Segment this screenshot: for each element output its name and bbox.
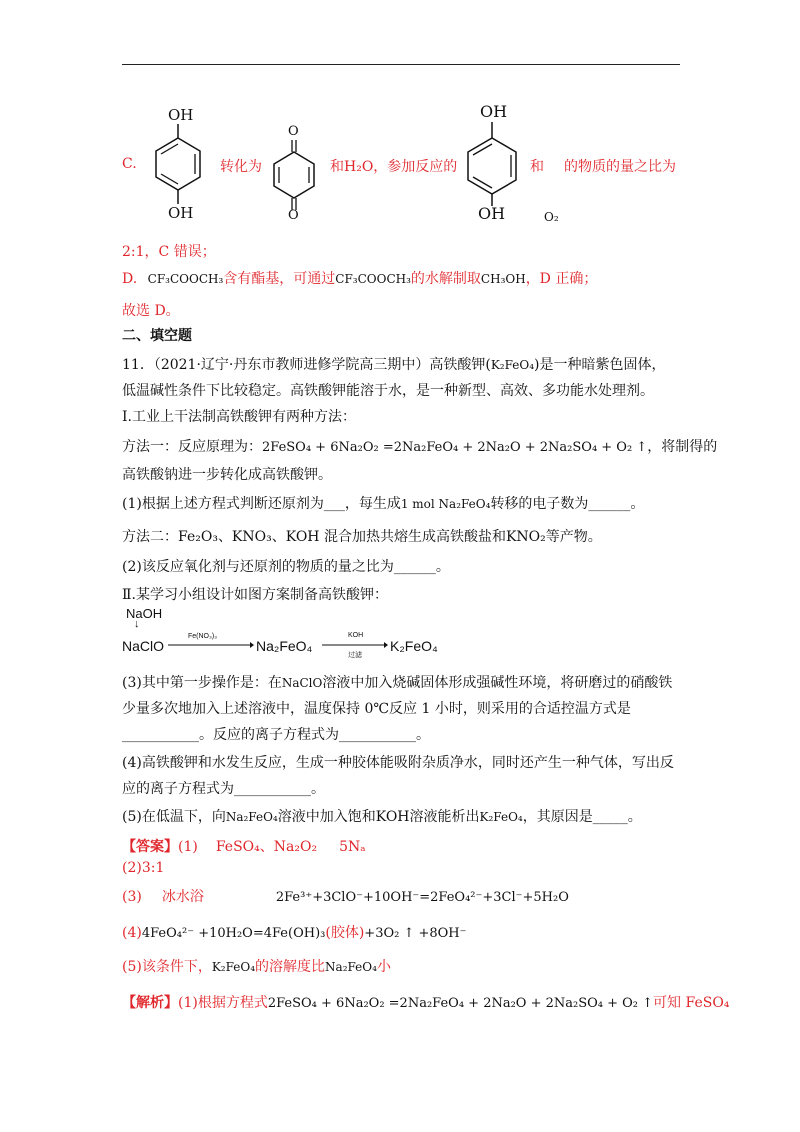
- answer-5-formula-2: Na₂FeO₄: [325, 960, 377, 974]
- mol3-top-oh: OH: [480, 102, 508, 121]
- formula-ch3oh: CH₃OH: [480, 272, 526, 286]
- choice-text: 故选 D。: [122, 303, 180, 319]
- option-d-text-1: 含有酯基，可通过: [223, 271, 336, 287]
- q3-line1: [122, 672, 672, 692]
- scheme-down-arrow: ↓: [134, 618, 140, 630]
- scheme-arrow-2: [322, 640, 388, 650]
- q1-line: [122, 493, 644, 513]
- analysis-equation: 2FeSO₄ + 6Na₂O₂ =2Na₂FeO₄ + 2Na₂O + 2Na₂SO₄ + O₂ ↑: [267, 996, 654, 1011]
- part2-heading: Ⅱ.某学习小组设计如图方案制备高铁酸钾：: [122, 587, 388, 603]
- formula-cf3cooch3-2: CF₃COOCH₃: [335, 272, 411, 286]
- answer-3-equation: 2Fe³⁺+3ClO⁻+10OH⁻=2FeO₄²⁻+3Cl⁻+5H₂O: [275, 890, 569, 905]
- answer-3-text: 冰水浴: [161, 889, 204, 905]
- convert-text: 转化为: [220, 159, 262, 175]
- hydroquinone-structure-1: [148, 104, 208, 224]
- q5-text-b: 溶液中加入饱和KOH溶液能析出: [277, 809, 480, 825]
- answer-3-label: (3): [122, 889, 142, 905]
- answer-5-text-a: (5)该条件下，: [122, 959, 212, 975]
- formula-cf3cooch3-1: CF₃COOCH₃: [147, 272, 224, 286]
- analysis-text-b: 可知 FeSO₄: [653, 995, 730, 1011]
- answer-1-n: 5Nₐ: [339, 839, 366, 855]
- q3-text-b: 溶液中加入烧碱固体形成强碱性环境，将研磨过的硝酸铁: [322, 675, 673, 691]
- ratio-text: 的物质的量之比为: [564, 159, 676, 175]
- q5-formula-2: K₂FeO₄: [479, 810, 523, 824]
- and-text: 和: [530, 159, 544, 175]
- method2-line: [122, 526, 602, 546]
- scheme-na2feo4: Na₂FeO₄: [256, 638, 313, 654]
- answer-5-text-b: 的溶解度比: [255, 959, 326, 975]
- q1-text-b: 转移的电子数为______。: [490, 496, 645, 512]
- header-rule: [122, 64, 680, 65]
- answer-tag: 【答案】: [122, 839, 178, 855]
- q5-formula-1: Na₂FeO₄: [225, 810, 278, 824]
- q1-formula: 1 mol Na₂FeO₄: [400, 497, 491, 511]
- scheme-reagent-2-bottom: 过滤: [348, 652, 362, 659]
- scheme-arrow-1: [168, 640, 254, 650]
- answer-1-label: (1): [178, 839, 198, 855]
- analysis-tag: 【解析】: [122, 995, 178, 1011]
- section-heading: 二、填空题: [122, 328, 192, 344]
- option-c-conclusion: 2:1，C 错误；: [122, 244, 216, 260]
- o2-formula: O₂: [544, 210, 559, 224]
- scheme-naclo: NaClO: [122, 638, 165, 654]
- mol1-bottom-oh: OH: [168, 204, 194, 222]
- formula-k2feo4: K₂FeO₄: [490, 358, 535, 372]
- and-water-text: 和H₂O，参加反应的: [330, 159, 458, 175]
- answer-4-eq-a: 4FeO₄²⁻ +10H₂O=4Fe(OH)₃: [141, 926, 326, 941]
- method2-label: 方法二：: [122, 529, 178, 545]
- formula-fe2o3: Fe₂O₃: [178, 529, 218, 545]
- q3-formula: NaClO: [281, 676, 323, 690]
- mol2-top-o: O: [288, 124, 299, 139]
- method1-line2: 高铁酸钠进一步转化成高铁酸钾。: [122, 467, 332, 483]
- hydroquinone-structure-2: [462, 102, 522, 226]
- q11-line1-a: 11．（2021·辽宁·丹东市教师进修学院高三期中）高铁酸钾(: [122, 357, 491, 373]
- method1-equation: 2FeSO₄ + 6Na₂O₂ =2Na₂FeO₄ + 2Na₂O + 2Na₂SO₄ + O₂ ↑: [262, 440, 648, 455]
- q11-part1-heading: Ⅰ.工业上干法制高铁酸钾有两种方法：: [122, 409, 356, 425]
- q3-line2: 少量多次地加入上述溶液中，温度保持 0℃反应 1 小时，则采用的合适控温方式是: [122, 701, 631, 717]
- method2-text: 、KNO₃、KOH 混合加热共熔生成高铁酸盐和: [217, 529, 506, 545]
- q4-line1: (4)高铁酸钾和水发生反应，生成一种胶体能吸附杂质净水，同时还产生一种气体，写出反: [122, 755, 674, 771]
- mol1-top-oh: OH: [168, 106, 194, 124]
- q5-line: [122, 806, 642, 826]
- scheme-reagent-1: Fe(NO₃)₃: [188, 633, 218, 640]
- q11-line1: [122, 354, 665, 374]
- q3-line3: ___________。反应的离子方程式为___________。: [122, 727, 430, 743]
- q4-line2: 应的离子方程式为___________。: [122, 781, 325, 797]
- q3-text-a: (3)其中第一步操作是：在: [122, 675, 282, 691]
- benzoquinone-structure: [266, 124, 322, 224]
- method1-suffix: ，将制得的: [647, 439, 718, 455]
- option-d-text-3: ，D 正确；: [525, 271, 598, 287]
- answer-line1: [122, 836, 366, 856]
- answer-5-formula-1: K₂FeO₄: [211, 960, 256, 974]
- answer-4-line: [122, 922, 467, 942]
- formula-kno2: KNO₂: [505, 529, 546, 545]
- q2-line: (2)该反应氧化剂与还原剂的物质的量之比为______。: [122, 559, 450, 575]
- scheme-reagent-2-top: KOH: [348, 632, 364, 639]
- answer-4-colloid: (胶体): [325, 925, 365, 941]
- answer-3-line: [122, 886, 569, 906]
- method2-suffix: 等产物。: [545, 529, 602, 545]
- q5-text-a: (5)在低温下，向: [122, 809, 226, 825]
- option-d-text-2: 的水解制取: [410, 271, 481, 287]
- option-c-label: C.: [122, 156, 137, 172]
- answer-5-line: [122, 956, 391, 976]
- answer-5-text-c: 小: [376, 959, 391, 975]
- method1-label: 方法一：反应原理为：: [122, 439, 262, 455]
- answer-4-eq-b: +3O₂ ↑ +8OH⁻: [364, 926, 467, 941]
- answer-4-label: (4): [122, 925, 142, 941]
- scheme-k2feo4: K₂FeO₄: [390, 638, 438, 654]
- q1-text-a: (1)根据上述方程式判断还原剂为___，每生成: [122, 496, 401, 512]
- scheme-naoh: NaOH: [126, 606, 163, 621]
- reaction-scheme: [122, 604, 442, 664]
- method1-line: [122, 436, 717, 456]
- answer-2: (2)3:1: [122, 860, 165, 876]
- option-d-label: D.: [122, 271, 138, 287]
- answer-1-text: FeSO₄、Na₂O₂: [215, 839, 318, 855]
- mol3-bottom-oh: OH: [478, 204, 506, 223]
- analysis-text-a: (1)根据方程式: [178, 995, 268, 1011]
- mol2-bottom-o: O: [288, 208, 299, 223]
- q11-line2: 低温碱性条件下比较稳定。高铁酸钾能溶于水，是一种新型、高效、多功能水处理剂。: [122, 383, 654, 399]
- q11-line1-b: )是一种暗紫色固体，: [534, 357, 666, 373]
- option-d-line: [122, 268, 597, 288]
- analysis-line: [122, 992, 729, 1012]
- q5-text-c: ，其原因是_____。: [522, 809, 642, 825]
